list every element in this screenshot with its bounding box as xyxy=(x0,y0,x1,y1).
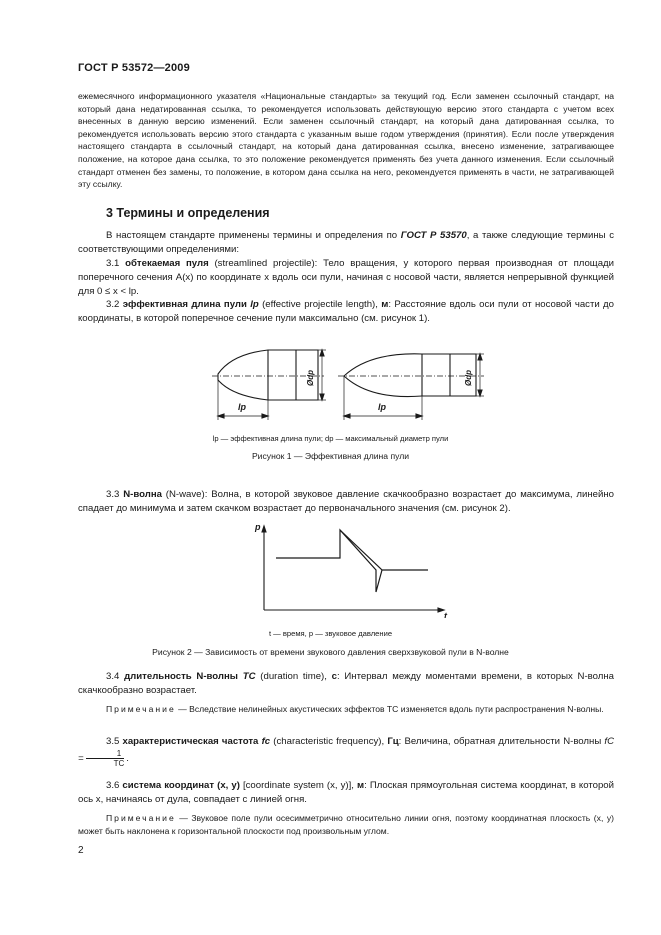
term-3-6: 3.6 система координат (x, y) [coordinate system (x, y)], м: Плоская прямоугольная система координат, в которой ось x, начинаясь от дула, совпадает с линией огня. xyxy=(78,780,614,805)
formula-lhs: fC = xyxy=(78,736,614,765)
term-3-2: 3.2 эффективная длина пули lp (effective projectile length), м: Расстояние вдоль оси пули от носовой части до координаты, в которой поперечное сечение пули максимально (см. рисунок 1). xyxy=(78,299,614,324)
note-1: Примечание — Вследствие нелинейных акустических эффектов TC изменяется вдоль пути распространения N-волны. xyxy=(106,704,604,714)
figure-1-diagram xyxy=(0,340,661,440)
term-3-1: 3.1 обтекаемая пуля (streamlined projectile): Тело вращения, у которого первая производная от площади поперечного сечения A(x) по координате x вдоль оси пули, начиная с носовой части, является непрерывной функцией для 0 ≤ x < lp. xyxy=(78,258,614,297)
label-lp-right: lp xyxy=(378,402,386,412)
label-dp-left: Ødp xyxy=(306,370,315,386)
axis-label-p: p xyxy=(255,522,261,532)
formula-fraction: $\frac{1}{TC}$ xyxy=(86,749,125,768)
document-id: ГОСТ Р 53572—2009 xyxy=(78,62,190,74)
axis-label-t: t xyxy=(444,611,447,618)
term-3-5: 3.5 характеристическая частота fc (characteristic frequency), Гц: Величина, обратная длительности N-волны fC = $\frac{1}{TC}$ . xyxy=(78,736,614,768)
standard-reference: ГОСТ Р 53570 xyxy=(400,230,467,241)
figure-2-graph xyxy=(0,518,661,618)
figure-2-caption: Рисунок 2 — Зависимость от времени звукового давления сверхзвуковой пули в N-волне xyxy=(152,647,509,657)
section-title: 3 Термины и определения xyxy=(106,206,270,220)
intro-paragraph: ежемесячного информационного указателя «Национальные стандарты» за текущий год. Если заменен ссылочный стандарт, на который дана недатированная ссылка, то рекомендуется использовать действующую версию этого стандарта с учетом всех внесенных в данную версию изменений. Если заменен ссылочный стандарт, на который дана датированная ссылка, то рекомендуется использовать версию этого стандарта с указанным выше годом утверждения (принятия). Если после утверждения настоящего стандарта в ссылочный стандарт, на который дана датированная ссылка, внесено изменение, затрагивающее положение, на которое дана ссылка, то это положение рекомендуется применять без учета данного изменения. Если ссылочный стандарт отменен без замены, то положение, в котором дана ссылка на него, рекомендуется применять в части, не затрагивающей эту ссылку. xyxy=(78,91,614,190)
label-lp-left: lp xyxy=(238,402,246,412)
figure-2-legend: t — время, p — звуковое давление xyxy=(268,629,393,638)
label-dp-right: Ødp xyxy=(464,370,473,386)
term-3-4: 3.4 длительность N-волны TC (duration time), с: Интервал между моментами времени, в которых N-волна скачкообразно возрастает. xyxy=(78,671,614,696)
note-2: Примечание — Звуковое поле пули осесимметрично относительно линии огня, поэтому координатная плоскость (x, y) может быть наклонена к горизонтальной плоскости под произвольным углом. xyxy=(78,813,614,836)
figure-1-caption: Рисунок 1 — Эффективная длина пули xyxy=(251,451,410,461)
term-3-3: 3.3 N-волна (N-wave): Волна, в которой звуковое давление скачкообразно возрастает до максимума, линейно спадает до минимума и затем скачком возрастает до первоначального значения (см. рисунок 2). xyxy=(78,489,615,514)
section-lead: В настоящем стандарте применены термины и определения по ГОСТ Р 53570, а также следующие термины с соответствующими определениями: xyxy=(78,230,614,255)
projectile-right xyxy=(344,354,476,397)
page-number: 2 xyxy=(78,845,84,856)
n-wave-curve xyxy=(276,530,428,592)
figure-1-legend: lp — эффективная длина пули; dp — максимальный диаметр пули xyxy=(212,434,449,443)
